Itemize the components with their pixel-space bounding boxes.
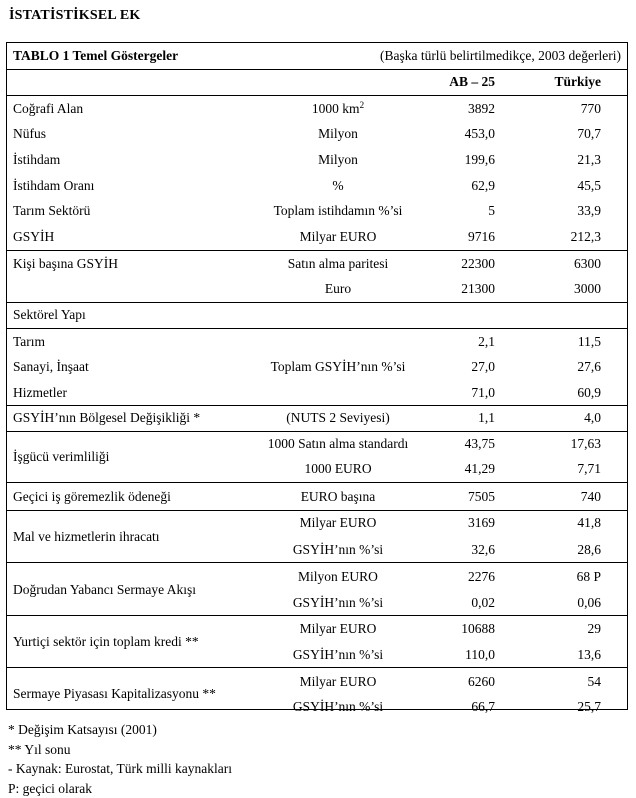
- row-unit: %: [247, 178, 429, 194]
- row-value-ab: 10688: [461, 621, 495, 637]
- section-label: Sektörel Yapı: [13, 307, 86, 323]
- divider: [7, 562, 627, 563]
- row-unit: [247, 101, 429, 117]
- row-value-ab: 66,7: [471, 699, 495, 715]
- row-value-ab: 22300: [461, 256, 495, 272]
- row-value-tr: 13,6: [577, 647, 601, 663]
- row-value-tr: 70,7: [577, 126, 601, 142]
- footnote: - Kaynak: Eurostat, Türk milli kaynakları: [8, 759, 232, 779]
- page-heading: İSTATİSTİKSEL EK: [9, 8, 140, 24]
- footnote: * Değişim Katsayısı (2001): [8, 720, 232, 740]
- row-value-tr: 770: [581, 101, 601, 117]
- row-value-tr: 7,71: [577, 461, 601, 477]
- row-value-ab: 199,6: [465, 152, 495, 168]
- row-label: İstihdam Oranı: [13, 178, 94, 194]
- row-label: İşgücü verimliliği: [13, 449, 109, 465]
- row-unit: Milyar EURO: [247, 621, 429, 637]
- row-unit: Satın alma paritesi: [247, 256, 429, 272]
- divider: [7, 667, 627, 668]
- divider: [7, 482, 627, 483]
- row-label: İstihdam: [13, 152, 60, 168]
- row-label: Tarım Sektörü: [13, 203, 90, 219]
- divider: [7, 250, 627, 251]
- row-value-tr: 11,5: [578, 334, 601, 350]
- row-value-tr: 27,6: [577, 359, 601, 375]
- row-label: Sermaye Piyasası Kapitalizasyonu **: [13, 686, 216, 702]
- row-value-tr: 3000: [574, 281, 601, 297]
- row-label: GSYİH: [13, 229, 54, 245]
- column-header-turkiye: Türkiye: [554, 74, 601, 90]
- divider: [7, 328, 627, 329]
- row-label: Kişi başına GSYİH: [13, 256, 118, 272]
- row-unit: Milyar EURO: [247, 229, 429, 245]
- row-label: Mal ve hizmetlerin ihracatı: [13, 529, 160, 545]
- row-value-ab: 43,75: [465, 436, 495, 452]
- row-value-ab: 3892: [468, 101, 495, 117]
- row-label: Yurtiçi sektör için toplam kredi **: [13, 634, 199, 650]
- row-value-ab: 62,9: [471, 178, 495, 194]
- unit-superscript: 2: [360, 100, 365, 110]
- row-value-ab: 41,29: [465, 461, 495, 477]
- row-label: Nüfus: [13, 126, 46, 142]
- row-unit: (NUTS 2 Seviyesi): [247, 410, 429, 426]
- row-unit: GSYİH’nın %’si: [247, 647, 429, 663]
- row-label: Doğrudan Yabancı Sermaye Akışı: [13, 582, 196, 598]
- divider: [7, 95, 627, 96]
- row-value-ab: 32,6: [471, 542, 495, 558]
- row-value-tr: 17,63: [571, 436, 601, 452]
- row-unit: Euro: [247, 281, 429, 297]
- row-value-tr: 740: [581, 489, 601, 505]
- row-value-ab: 0,02: [471, 595, 495, 611]
- row-value-tr: 0,06: [577, 595, 601, 611]
- row-value-ab: 9716: [468, 229, 495, 245]
- row-value-tr: 54: [588, 674, 602, 690]
- row-unit: 1000 Satın alma standardı: [247, 436, 429, 452]
- row-value-tr: 68 P: [577, 569, 601, 585]
- row-value-tr: 33,9: [577, 203, 601, 219]
- row-unit: GSYİH’nın %’si: [247, 542, 429, 558]
- row-label: Tarım: [13, 334, 45, 350]
- row-value-tr: 28,6: [577, 542, 601, 558]
- row-unit: Milyon: [247, 152, 429, 168]
- row-unit-text: 1000 km: [312, 101, 360, 116]
- row-value-tr: 21,3: [577, 152, 601, 168]
- row-unit: 1000 EURO: [247, 461, 429, 477]
- row-value-ab: 110,0: [465, 647, 495, 663]
- column-header-ab25: AB – 25: [449, 74, 495, 90]
- row-value-tr: 6300: [574, 256, 601, 272]
- row-unit: Toplam GSYİH’nın %’si: [247, 359, 429, 375]
- row-label: Coğrafi Alan: [13, 101, 83, 117]
- row-value-ab: 1,1: [478, 410, 495, 426]
- row-value-ab: 3169: [468, 515, 495, 531]
- row-label: Sanayi, İnşaat: [13, 359, 89, 375]
- table-note: (Başka türlü belirtilmedikçe, 2003 değerleri): [380, 48, 621, 64]
- row-unit: Toplam istihdamın %’si: [247, 203, 429, 219]
- row-unit: Milyar EURO: [247, 674, 429, 690]
- divider: [7, 405, 627, 406]
- row-unit: EURO başına: [247, 489, 429, 505]
- footnote: P: geçici olarak: [8, 779, 232, 798]
- divider: [7, 302, 627, 303]
- row-value-ab: 27,0: [471, 359, 495, 375]
- row-value-ab: 7505: [468, 489, 495, 505]
- table-title: TABLO 1 Temel Göstergeler: [13, 48, 178, 64]
- row-value-tr: 45,5: [577, 178, 601, 194]
- row-label: Geçici iş göremezlik ödeneği: [13, 489, 171, 505]
- row-label: Hizmetler: [13, 385, 67, 401]
- row-value-tr: 212,3: [571, 229, 601, 245]
- divider: [7, 69, 627, 70]
- row-label: GSYİH’nın Bölgesel Değişikliği *: [13, 410, 200, 426]
- row-value-ab: 2,1: [478, 334, 495, 350]
- row-value-tr: 4,0: [584, 410, 601, 426]
- row-value-tr: 29: [588, 621, 602, 637]
- row-value-tr: 41,8: [577, 515, 601, 531]
- divider: [7, 510, 627, 511]
- row-value-ab: 2276: [468, 569, 495, 585]
- footnote: ** Yıl sonu: [8, 740, 232, 760]
- row-value-ab: 6260: [468, 674, 495, 690]
- row-unit: Milyar EURO: [247, 515, 429, 531]
- row-unit: GSYİH’nın %’si: [247, 595, 429, 611]
- footnotes: [8, 720, 232, 798]
- indicators-table: [6, 42, 628, 710]
- divider: [7, 615, 627, 616]
- row-unit: GSYİH’nın %’si: [247, 699, 429, 715]
- row-unit: Milyon EURO: [247, 569, 429, 585]
- row-value-ab: 21300: [461, 281, 495, 297]
- row-value-ab: 5: [488, 203, 495, 219]
- divider: [7, 431, 627, 432]
- row-value-ab: 71,0: [471, 385, 495, 401]
- row-unit: Milyon: [247, 126, 429, 142]
- row-value-ab: 453,0: [465, 126, 495, 142]
- row-value-tr: 25,7: [577, 699, 601, 715]
- row-value-tr: 60,9: [577, 385, 601, 401]
